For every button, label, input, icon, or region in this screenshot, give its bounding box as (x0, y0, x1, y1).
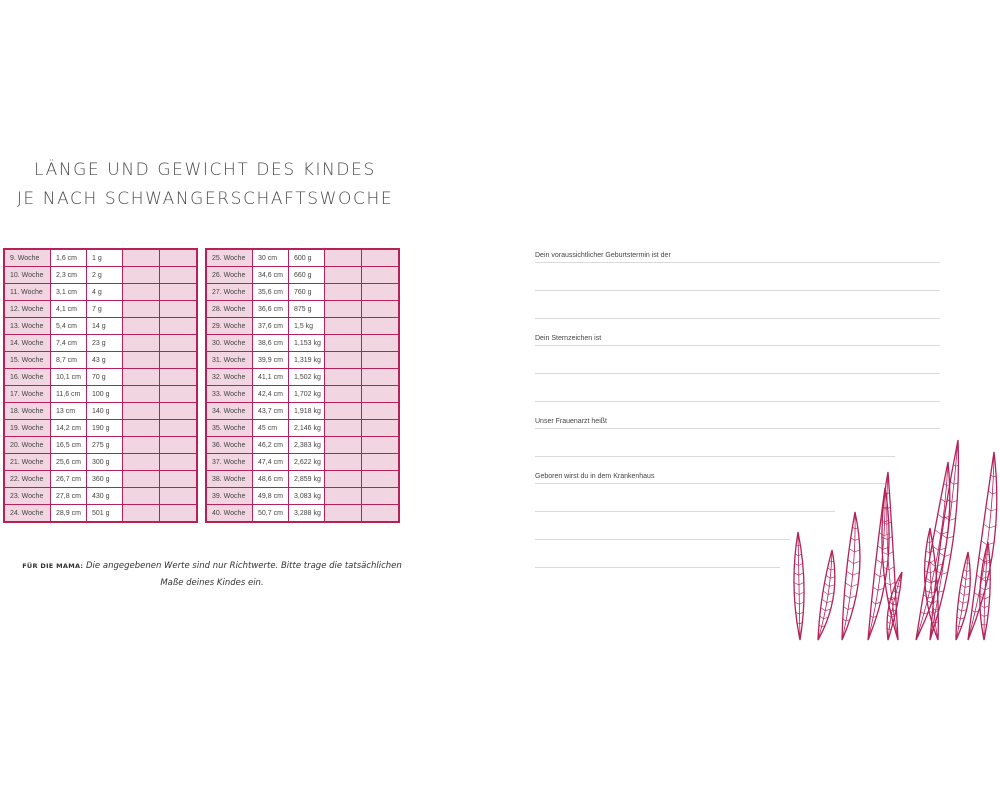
actual-length-cell[interactable] (325, 488, 362, 505)
actual-length-cell[interactable] (325, 420, 362, 437)
actual-weight-cell[interactable] (362, 318, 399, 335)
actual-weight-cell[interactable] (362, 250, 399, 267)
length-cell: 34,6 cm (253, 267, 289, 284)
weight-cell: 14 g (87, 318, 123, 335)
actual-weight-cell[interactable] (362, 437, 399, 454)
table-row (5, 488, 197, 505)
actual-weight-cell[interactable] (362, 403, 399, 420)
actual-length-cell[interactable] (123, 437, 160, 454)
length-cell: 49,8 cm (253, 488, 289, 505)
weight-cell: 43 g (87, 352, 123, 369)
weight-cell: 660 g (289, 267, 325, 284)
actual-length-cell[interactable] (325, 267, 362, 284)
table-row (5, 335, 197, 352)
actual-weight-cell[interactable] (160, 352, 197, 369)
weight-cell: 140 g (87, 403, 123, 420)
page-title-line-1: LÄNGE UND GEWICHT DES KINDES (34, 160, 376, 180)
actual-weight-cell[interactable] (362, 352, 399, 369)
weight-cell: 23 g (87, 335, 123, 352)
actual-weight-cell[interactable] (160, 335, 197, 352)
actual-length-cell[interactable] (123, 386, 160, 403)
actual-length-cell[interactable] (325, 505, 362, 522)
table-row (5, 420, 197, 437)
zodiac-line-1[interactable] (535, 345, 940, 346)
actual-length-cell[interactable] (123, 505, 160, 522)
actual-weight-cell[interactable] (362, 301, 399, 318)
week-cell: 23. Woche (5, 488, 51, 505)
actual-length-cell[interactable] (123, 454, 160, 471)
actual-weight-cell[interactable] (160, 454, 197, 471)
leaves-illustration-icon (780, 432, 1000, 642)
length-cell: 7,4 cm (51, 335, 87, 352)
table-row (5, 505, 197, 522)
week-cell: 30. Woche (207, 335, 253, 352)
due-date-line-1[interactable] (535, 262, 940, 263)
week-cell: 34. Woche (207, 403, 253, 420)
week-cell: 38. Woche (207, 471, 253, 488)
week-cell: 15. Woche (5, 352, 51, 369)
table-row (5, 284, 197, 301)
length-cell: 27,8 cm (51, 488, 87, 505)
weight-cell: 1,153 kg (289, 335, 325, 352)
actual-weight-cell[interactable] (362, 420, 399, 437)
week-cell: 35. Woche (207, 420, 253, 437)
week-cell: 10. Woche (5, 267, 51, 284)
actual-length-cell[interactable] (123, 471, 160, 488)
weight-cell: 875 g (289, 301, 325, 318)
table-row (207, 250, 399, 267)
week-cell: 26. Woche (207, 267, 253, 284)
week-cell: 27. Woche (207, 284, 253, 301)
table-row (5, 318, 197, 335)
due-date-label: Dein voraussichtlicher Geburtstermin ist der (535, 252, 671, 259)
week-cell: 40. Woche (207, 505, 253, 522)
zodiac-line-2[interactable] (535, 373, 940, 374)
weight-cell: 1,319 kg (289, 352, 325, 369)
length-cell: 42,4 cm (253, 386, 289, 403)
weight-cell: 2,146 kg (289, 420, 325, 437)
table-row (5, 437, 197, 454)
weight-cell: 2,859 kg (289, 471, 325, 488)
actual-weight-cell[interactable] (160, 420, 197, 437)
actual-length-cell[interactable] (325, 437, 362, 454)
actual-length-cell[interactable] (325, 454, 362, 471)
length-cell: 25,6 cm (51, 454, 87, 471)
hospital-label: Geboren wirst du in dem Krankenhaus (535, 473, 655, 480)
weight-cell: 300 g (87, 454, 123, 471)
weight-cell: 1,5 kg (289, 318, 325, 335)
actual-length-cell[interactable] (123, 335, 160, 352)
page-title-line-2: JE NACH SCHWANGERSCHAFTSWOCHE (16, 189, 394, 209)
table-row (207, 335, 399, 352)
actual-weight-cell[interactable] (362, 267, 399, 284)
actual-length-cell[interactable] (123, 369, 160, 386)
table-row (207, 386, 399, 403)
actual-weight-cell[interactable] (362, 471, 399, 488)
due-date-line-3[interactable] (535, 318, 940, 319)
week-cell: 25. Woche (207, 250, 253, 267)
weight-cell: 2 g (87, 267, 123, 284)
length-cell: 13 cm (51, 403, 87, 420)
weight-cell: 190 g (87, 420, 123, 437)
length-cell: 37,6 cm (253, 318, 289, 335)
weight-cell: 3,288 kg (289, 505, 325, 522)
hospital-line-3[interactable] (535, 539, 790, 540)
week-cell: 24. Woche (5, 505, 51, 522)
actual-weight-cell[interactable] (160, 369, 197, 386)
length-cell: 46,2 cm (253, 437, 289, 454)
weight-cell: 3,083 kg (289, 488, 325, 505)
length-cell: 50,7 cm (253, 505, 289, 522)
mama-note-text: Die angegebenen Werte sind nur Richtwerte. Bitte trage die tatsächlichen Maße deines Kindes ein. (86, 561, 402, 588)
week-cell: 20. Woche (5, 437, 51, 454)
actual-length-cell[interactable] (325, 301, 362, 318)
actual-length-cell[interactable] (123, 420, 160, 437)
actual-weight-cell[interactable] (362, 454, 399, 471)
actual-weight-cell[interactable] (160, 386, 197, 403)
actual-length-cell[interactable] (325, 386, 362, 403)
table-row (5, 386, 197, 403)
table-row (5, 301, 197, 318)
table-row (207, 471, 399, 488)
weight-cell: 1,502 kg (289, 369, 325, 386)
length-cell: 39,9 cm (253, 352, 289, 369)
actual-length-cell[interactable] (325, 352, 362, 369)
table-row (5, 352, 197, 369)
week-cell: 13. Woche (5, 318, 51, 335)
length-cell: 36,6 cm (253, 301, 289, 318)
length-cell: 43,7 cm (253, 403, 289, 420)
table-row (207, 488, 399, 505)
actual-weight-cell[interactable] (160, 267, 197, 284)
week-cell: 22. Woche (5, 471, 51, 488)
actual-length-cell[interactable] (325, 318, 362, 335)
mama-note-lead: FÜR DIE MAMA: (22, 562, 84, 570)
length-cell: 5,4 cm (51, 318, 87, 335)
table-row (207, 420, 399, 437)
length-cell: 38,6 cm (253, 335, 289, 352)
actual-length-cell[interactable] (325, 284, 362, 301)
weight-cell: 100 g (87, 386, 123, 403)
length-cell: 45 cm (253, 420, 289, 437)
actual-weight-cell[interactable] (362, 369, 399, 386)
table-row (5, 369, 197, 386)
week-cell: 21. Woche (5, 454, 51, 471)
week-cell: 32. Woche (207, 369, 253, 386)
table-row (5, 471, 197, 488)
actual-weight-cell[interactable] (160, 284, 197, 301)
week-cell: 17. Woche (5, 386, 51, 403)
weight-cell: 1,702 kg (289, 386, 325, 403)
growth-table-left (4, 249, 197, 522)
actual-weight-cell[interactable] (160, 318, 197, 335)
table-row (5, 267, 197, 284)
weight-cell: 7 g (87, 301, 123, 318)
length-cell: 35,6 cm (253, 284, 289, 301)
weight-cell: 2,383 kg (289, 437, 325, 454)
actual-length-cell[interactable] (325, 250, 362, 267)
week-cell: 31. Woche (207, 352, 253, 369)
length-cell: 2,3 cm (51, 267, 87, 284)
weight-cell: 430 g (87, 488, 123, 505)
week-cell: 39. Woche (207, 488, 253, 505)
table-row (5, 250, 197, 267)
hospital-line-4[interactable] (535, 567, 780, 568)
week-cell: 12. Woche (5, 301, 51, 318)
week-cell: 18. Woche (5, 403, 51, 420)
actual-weight-cell[interactable] (362, 335, 399, 352)
actual-weight-cell[interactable] (362, 488, 399, 505)
actual-weight-cell[interactable] (160, 488, 197, 505)
actual-length-cell[interactable] (123, 250, 160, 267)
weight-cell: 1,918 kg (289, 403, 325, 420)
actual-weight-cell[interactable] (160, 403, 197, 420)
week-cell: 28. Woche (207, 301, 253, 318)
weight-cell: 600 g (289, 250, 325, 267)
week-cell: 19. Woche (5, 420, 51, 437)
due-date-line-2[interactable] (535, 290, 940, 291)
actual-length-cell[interactable] (123, 267, 160, 284)
table-row (207, 284, 399, 301)
zodiac-label: Dein Sternzeichen ist (535, 335, 602, 342)
actual-length-cell[interactable] (123, 284, 160, 301)
table-row (5, 403, 197, 420)
weight-cell: 70 g (87, 369, 123, 386)
actual-length-cell[interactable] (123, 301, 160, 318)
week-cell: 36. Woche (207, 437, 253, 454)
actual-length-cell[interactable] (123, 318, 160, 335)
actual-length-cell[interactable] (325, 335, 362, 352)
weight-cell: 760 g (289, 284, 325, 301)
doctor-label: Unser Frauenarzt heißt (535, 418, 607, 425)
weight-cell: 360 g (87, 471, 123, 488)
actual-weight-cell[interactable] (160, 471, 197, 488)
length-cell: 30 cm (253, 250, 289, 267)
length-cell: 11,6 cm (51, 386, 87, 403)
weight-cell: 501 g (87, 505, 123, 522)
actual-weight-cell[interactable] (160, 437, 197, 454)
growth-table-right (206, 249, 399, 522)
length-cell: 16,5 cm (51, 437, 87, 454)
week-cell: 33. Woche (207, 386, 253, 403)
length-cell: 1,6 cm (51, 250, 87, 267)
table-row (207, 403, 399, 420)
week-cell: 37. Woche (207, 454, 253, 471)
weight-cell: 275 g (87, 437, 123, 454)
table-row (207, 437, 399, 454)
actual-length-cell[interactable] (325, 369, 362, 386)
table-row (207, 454, 399, 471)
table-row (207, 318, 399, 335)
actual-length-cell[interactable] (123, 488, 160, 505)
actual-weight-cell[interactable] (160, 301, 197, 318)
actual-weight-cell[interactable] (362, 284, 399, 301)
week-cell: 9. Woche (5, 250, 51, 267)
table-row (207, 267, 399, 284)
actual-weight-cell[interactable] (362, 386, 399, 403)
table-row (5, 454, 197, 471)
length-cell: 8,7 cm (51, 352, 87, 369)
weight-cell: 4 g (87, 284, 123, 301)
zodiac-line-3[interactable] (535, 401, 940, 402)
doctor-line-1[interactable] (535, 428, 940, 429)
table-row (207, 369, 399, 386)
actual-length-cell[interactable] (123, 352, 160, 369)
actual-weight-cell[interactable] (362, 505, 399, 522)
actual-length-cell[interactable] (123, 403, 160, 420)
table-row (207, 301, 399, 318)
week-cell: 29. Woche (207, 318, 253, 335)
actual-length-cell[interactable] (325, 403, 362, 420)
week-cell: 16. Woche (5, 369, 51, 386)
length-cell: 4,1 cm (51, 301, 87, 318)
length-cell: 28,9 cm (51, 505, 87, 522)
table-row (207, 352, 399, 369)
actual-weight-cell[interactable] (160, 250, 197, 267)
table-row (207, 505, 399, 522)
actual-weight-cell[interactable] (160, 505, 197, 522)
length-cell: 14,2 cm (51, 420, 87, 437)
week-cell: 14. Woche (5, 335, 51, 352)
length-cell: 41,1 cm (253, 369, 289, 386)
weight-cell: 2,622 kg (289, 454, 325, 471)
length-cell: 10,1 cm (51, 369, 87, 386)
length-cell: 47,4 cm (253, 454, 289, 471)
length-cell: 3,1 cm (51, 284, 87, 301)
actual-length-cell[interactable] (325, 471, 362, 488)
week-cell: 11. Woche (5, 284, 51, 301)
length-cell: 48,6 cm (253, 471, 289, 488)
length-cell: 26,7 cm (51, 471, 87, 488)
weight-cell: 1 g (87, 250, 123, 267)
mama-note (22, 558, 402, 592)
